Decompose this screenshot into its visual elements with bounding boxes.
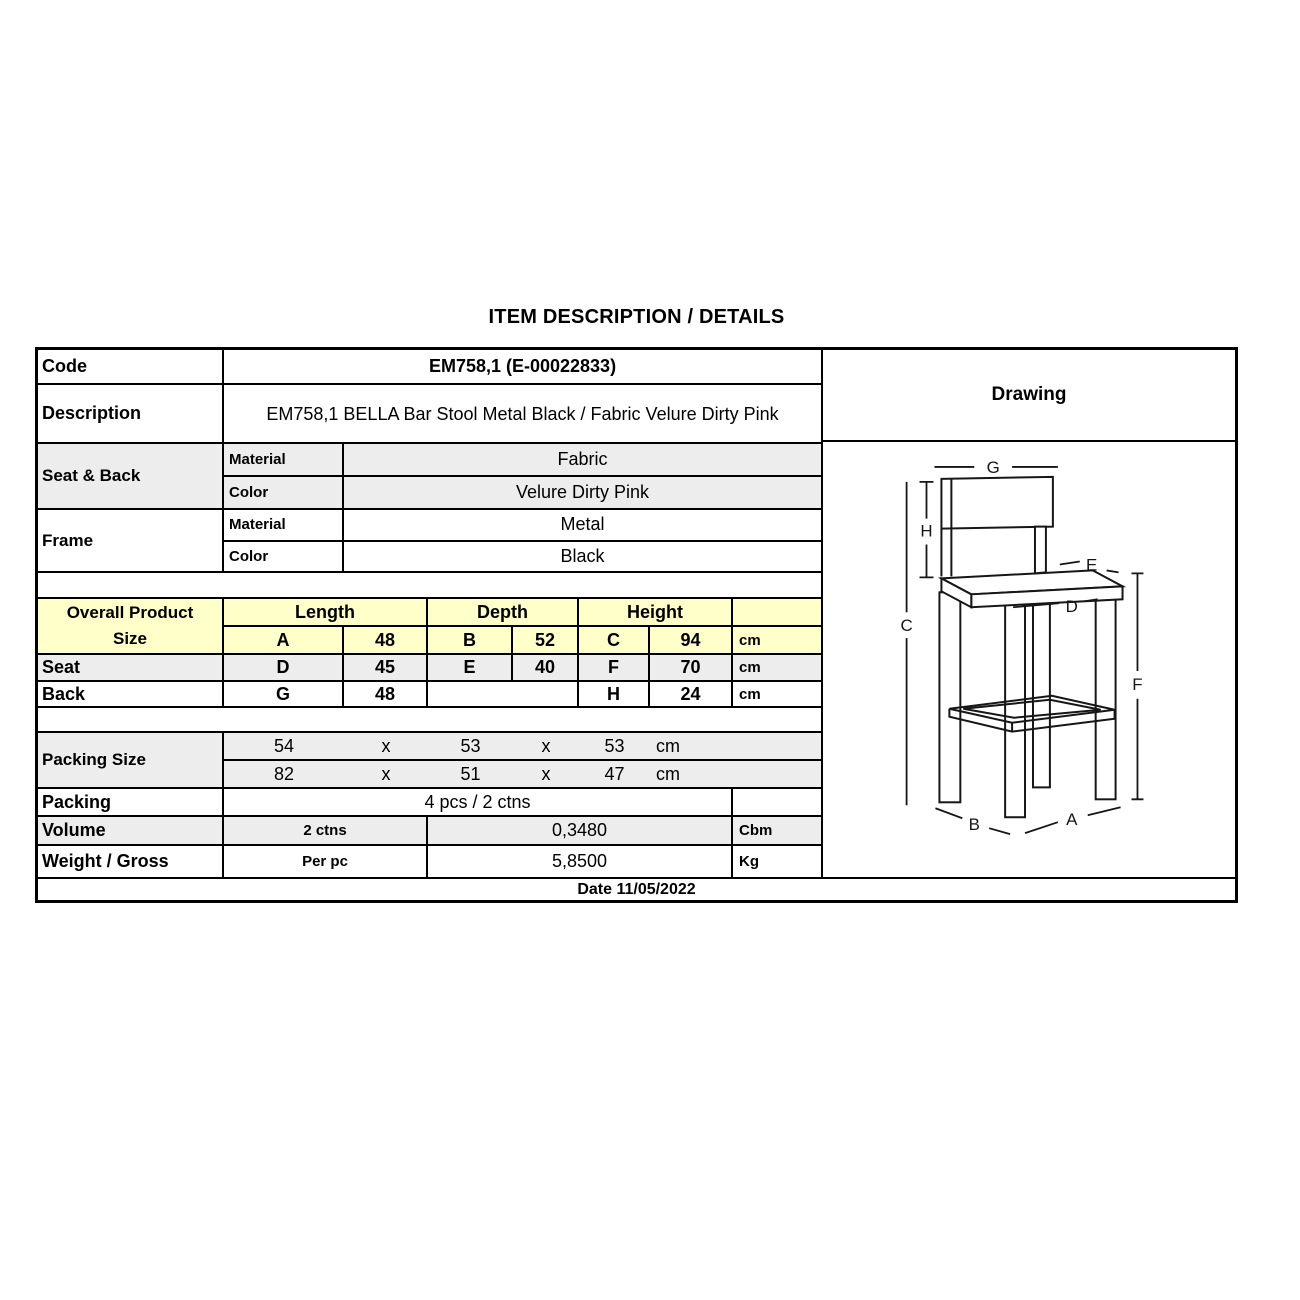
row-seat-dimensions [38,655,821,682]
dim-label-a: A [1066,810,1078,830]
packing-empty [733,789,821,815]
seat-unit: cm [739,659,761,676]
packing-size-label: Packing Size [38,733,224,787]
pack2-x2: x [541,763,551,784]
frame-body [224,510,821,571]
pack2-x1: x [381,763,391,784]
pack2-v2: 51 [460,763,481,784]
group-frame [38,510,821,573]
row-back-dimensions [38,682,821,708]
seat-back-material-label: Material [224,444,344,475]
dim-label-g: G [986,457,1000,477]
drawing-panel [821,350,1235,877]
packing-size-row-2 [224,761,821,787]
overall-height-value: 94 [650,627,733,653]
packing-size-row-1 [224,733,821,761]
frame-material-row [224,510,821,542]
code-label: Code [38,350,224,383]
pack2-v1: 82 [273,763,295,784]
back-depth-empty [428,682,579,706]
seat-length-key: D [224,655,344,680]
description-label: Description [38,385,224,442]
pack1-v1: 54 [273,735,295,756]
seat-back-body [224,444,821,508]
pack2-empty [733,761,821,787]
pack1-x1: x [381,735,391,756]
pack1-v3: 53 [604,735,625,756]
pack1-x2: x [541,735,551,756]
seat-length-value: 45 [344,655,428,680]
row-description [38,385,821,444]
pack1-v2: 53 [460,735,481,756]
back-length-value: 48 [344,682,428,706]
pack1-empty [733,733,821,759]
group-overall-size [38,599,821,655]
overall-length-value: 48 [344,627,428,653]
weight-value: 5,8500 [428,846,733,877]
col-header-length: Length [224,599,428,625]
back-row-label: Back [38,682,224,706]
frame-material-label: Material [224,510,344,540]
dimension-header-row [224,599,821,627]
col-header-height: Height [579,599,733,625]
volume-qty: 2 ctns [224,817,428,844]
overall-values-row [224,627,821,653]
description-value: EM758,1 BELLA Bar Stool Metal Black / Fabric Velure Dirty Pink [266,403,779,424]
stool-backrest [941,477,1052,577]
row-weight [38,846,821,877]
stool-drawing [823,442,1235,876]
dim-label-c: C [900,616,913,636]
spacer-cell [38,708,821,731]
overall-size-label [38,599,224,653]
volume-value: 0,3480 [428,817,733,844]
seat-back-color-label: Color [224,477,344,508]
dim-label-e: E [1086,555,1098,575]
dim-label-b: B [968,815,980,835]
overall-height-key: C [579,627,650,653]
drawing-header: Drawing [823,350,1235,442]
seat-back-material-row [224,444,821,477]
date-row: Date 11/05/2022 [38,877,1235,900]
pack1-unit: cm [656,735,680,756]
row-packing [38,789,821,817]
dim-label-d: D [1065,597,1078,617]
seat-back-color-value: Velure Dirty Pink [515,482,650,502]
overall-size-body [224,599,821,653]
dim-label-f: F [1132,674,1143,694]
details-table [35,347,1238,903]
col-header-depth: Depth [428,599,579,625]
overall-depth-key: B [428,627,513,653]
packing-size-body [224,733,821,787]
spacer-row-1 [38,573,821,599]
pack2-v3: 47 [604,763,625,784]
dim-label-h: H [920,521,933,541]
frame-color-label: Color [224,542,344,572]
back-unit: cm [739,685,761,703]
group-packing-size [38,733,821,789]
frame-label: Frame [38,510,224,571]
frame-material-value: Metal [560,514,605,535]
overall-size-label-line2: Size [112,629,148,648]
packing-value: 4 pcs / 2 ctns [224,789,733,815]
stool-footrest [949,696,1114,732]
seat-height-key: F [579,655,650,680]
pack2-unit: cm [656,763,680,784]
volume-unit: Cbm [739,822,773,839]
weight-qty: Per pc [224,846,428,877]
seat-row-label: Seat [38,655,224,680]
frame-color-row [224,542,821,572]
packing-label: Packing [38,789,224,815]
row-volume [38,817,821,846]
seat-height-value: 70 [650,655,733,680]
seat-depth-value: 40 [513,655,579,680]
spacer-cell [38,573,821,597]
seat-back-label: Seat & Back [38,444,224,508]
volume-label: Volume [38,817,224,844]
row-code [38,350,821,385]
overall-unit: cm [739,631,761,649]
description-value-cell [224,385,821,442]
weight-label: Weight / Gross [38,846,224,877]
back-height-value: 24 [650,682,733,706]
col-header-unit [733,599,821,625]
group-seat-back [38,444,821,510]
overall-length-key: A [224,627,344,653]
overall-depth-value: 52 [513,627,579,653]
seat-back-color-row [224,477,821,508]
back-length-key: G [224,682,344,706]
details-left-section [38,350,821,877]
seat-back-material-value: Fabric [557,449,608,469]
frame-color-value: Black [560,545,605,566]
weight-unit: Kg [739,853,759,870]
code-value: EM758,1 (E-00022833) [428,356,617,376]
back-height-key: H [579,682,650,706]
spacer-row-2 [38,708,821,733]
overall-size-label-line1: Overall Product [66,603,194,622]
page-title: ITEM DESCRIPTION / DETAILS [488,306,785,328]
seat-depth-key: E [428,655,513,680]
